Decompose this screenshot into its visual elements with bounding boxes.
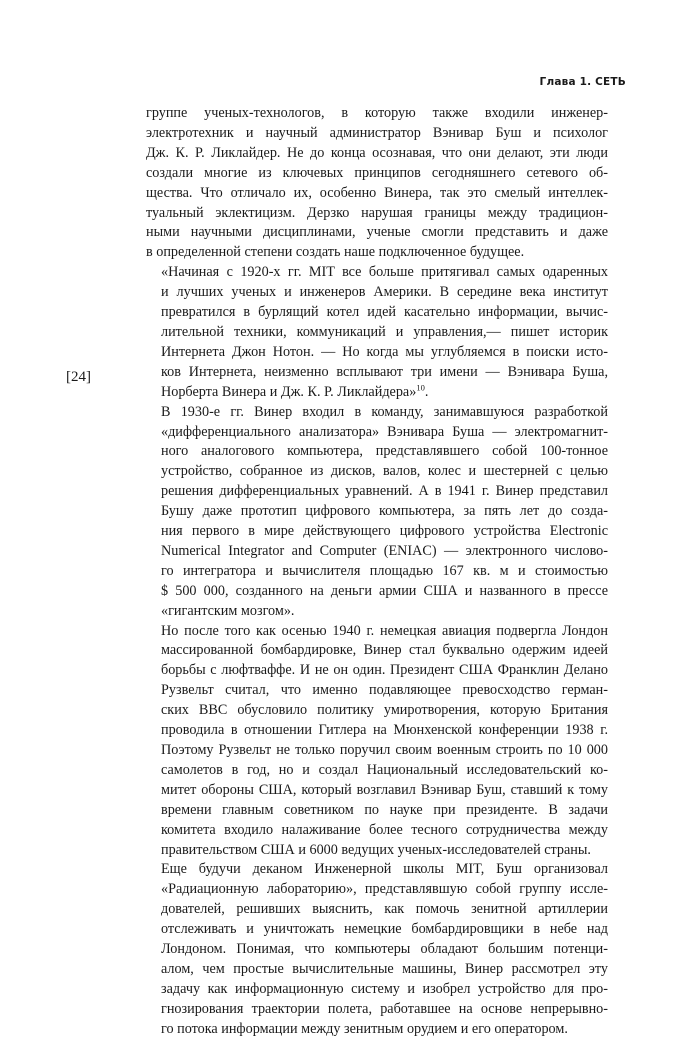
text-line: алом, чем простые вычислительные машины, Винер рассмотрел эту bbox=[161, 960, 608, 977]
text-line: превратился в бурлящий котел идей касательно информации, вычис- bbox=[161, 304, 608, 321]
text-line: электротехник и научный администратор Вэнивар Буш и психолог bbox=[146, 124, 608, 141]
text-line: Еще будучи деканом Инженерной школы MIT, Буш организовал bbox=[161, 861, 608, 878]
text-line: ских ВВС обусловило политику умиротворения, которую Британия bbox=[161, 702, 608, 719]
text-line: создали многие из ключевых принципов сегодняшнего сетевого об- bbox=[146, 164, 608, 181]
text-line: ными научными дисциплинами, ученые смогли представить и даже bbox=[146, 224, 608, 241]
text-line: $ 500 000, созданного на деньги армии США и названного в прессе bbox=[161, 582, 608, 599]
text-line: правительством США и 6000 ведущих ученых-исследователей страны. bbox=[161, 841, 591, 858]
text-line: ния первого в мире действующего цифрового устройства Electronic bbox=[161, 523, 608, 540]
text-line: в определенной степени создать наше подключенное будущее. bbox=[146, 244, 525, 261]
text-line: Дж. К. Р. Ликлайдер. Не до конца осознавая, что они делают, эти люди bbox=[146, 144, 608, 161]
text-line: туальный эклектицизм. Дерзко нарушая границы между традицион- bbox=[146, 204, 608, 221]
text-line: Норберта Винера и Дж. К. Р. Ликлайдера» bbox=[161, 383, 417, 400]
text-line: комитета входило налаживание более тесного сотрудничества между bbox=[161, 821, 608, 838]
text-line: и лучших ученых и инженеров Америки. В середине века институт bbox=[161, 284, 608, 301]
text-line: Но после того как осенью 1940 г. немецкая авиация подвергла Лондон bbox=[161, 622, 608, 639]
text-line: Бушу даже прототип цифрового компьютера, за пять лет до созда- bbox=[161, 503, 608, 520]
body-text bbox=[146, 104, 608, 1040]
text-line: Поэтому Рузвельт не только поручил своим военным строить по 10 000 bbox=[161, 742, 608, 758]
text-line: го потока информации между зенитным орудием и его оператором. bbox=[161, 1020, 568, 1037]
text-line: «Начиная с 1920-х гг. MIT все больше притягивал самых одаренных bbox=[161, 264, 608, 281]
text-line: Numerical Integrator and Computer (ENIAC) — электронного числово- bbox=[161, 542, 608, 559]
running-head: Глава 1. СЕТЬ bbox=[539, 76, 626, 88]
text-line: Рузвельт считал, что именно подавляющее превосходство герман- bbox=[161, 682, 608, 699]
text-line: «дифференциального анализатора» Вэнивара Буша — электромагнит- bbox=[161, 423, 608, 440]
text-line: самолетов в год, но и создал Национальный исследовательский ко- bbox=[161, 761, 608, 778]
paragraph-1 bbox=[146, 104, 608, 263]
text-line: ного аналогового компьютера, представлявшего собой 100-тонное bbox=[161, 443, 608, 460]
text-line: Лондоном. Понимая, что компьютеры обладают большим потенци- bbox=[161, 941, 608, 958]
paragraph-2 bbox=[146, 263, 608, 402]
text-line: «гигантским мозгом». bbox=[161, 602, 295, 619]
text-line: митет обороны США, который возглавил Вэнивар Буш, ставший к тому bbox=[161, 781, 608, 798]
text-line: Интернета Джон Нотон. — Но когда мы углубляемся в поиски исто- bbox=[161, 343, 608, 360]
text-line: отслеживать и уничтожать немецкие бомбардировщики в небе над bbox=[161, 921, 608, 938]
text-line: дователей, решивших выяснить, как помочь зенитной артиллерии bbox=[161, 901, 608, 918]
text-line: времени главным советником по науке при президенте. В задачи bbox=[161, 801, 608, 818]
text-line: го интегратора и вычислителя площадью 167 кв. м и стоимостью bbox=[161, 562, 608, 579]
text-line: В 1930-е гг. Винер входил в команду, занимавшуюся разработкой bbox=[161, 403, 608, 420]
text-line-with-footnote: Норберта Винера и Дж. К. Р. Ликлайдера»$^{10}$. bbox=[161, 381, 429, 400]
text-line: группе ученых-технологов, в которую также входили инженер- bbox=[146, 105, 608, 121]
text-line: устройство, собранное из дисков, валов, колес и шестерней с целью bbox=[161, 463, 608, 480]
text-line: решения дифференциальных уравнений. А в 1941 г. Винер представил bbox=[161, 483, 608, 500]
text-line: ков Интернета, неизменно всплывают три имени — Вэнивара Буша, bbox=[161, 363, 608, 380]
text-line: массированной бомбардировке, Винер стал буквально одержим идеей bbox=[161, 642, 608, 659]
footnote-marker: 10 bbox=[416, 381, 425, 392]
page-number: [24] bbox=[66, 369, 91, 385]
text-line: задачу как информационную систему и изобрел устройство для про- bbox=[161, 980, 608, 997]
text-line: гнозирования траектории полета, работавшее на основе непрерывно- bbox=[161, 1000, 608, 1017]
paragraph-3 bbox=[146, 403, 608, 622]
text-line: проводила в отношении Гитлера на Мюнхенской конференции 1938 г. bbox=[161, 722, 608, 739]
text-line: лительной техники, коммуникаций и управления,— пишет историк bbox=[161, 323, 608, 340]
text-line: «Радиационную лабораторию», представлявшую собой группу иссле- bbox=[161, 881, 608, 898]
text-line: борьбы с люфтваффе. И не он один. Президент США Франклин Делано bbox=[161, 662, 608, 679]
text-line: щества. Что отличало их, особенно Винера, так это смелый интеллек- bbox=[146, 184, 608, 201]
paragraph-4 bbox=[146, 622, 608, 861]
paragraph-5 bbox=[146, 860, 608, 1039]
